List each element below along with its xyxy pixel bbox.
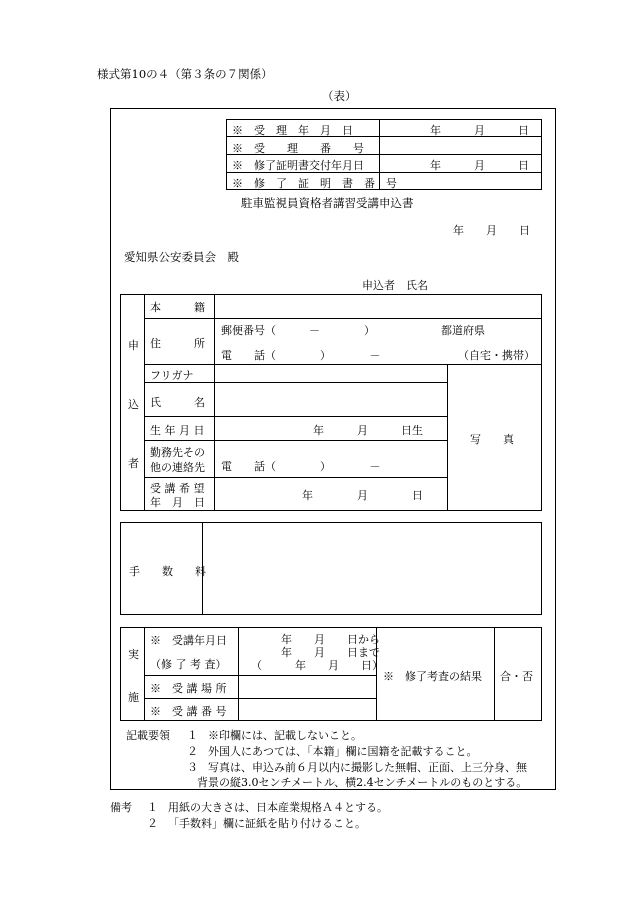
course-number-label: ※ 受 講 番 号 (150, 705, 227, 718)
form-number: 様式第10の４（第３条の７関係） (97, 67, 273, 81)
phone-field: 電 話（ ） － (221, 349, 381, 362)
applicant-group-label-3: 者 (128, 457, 139, 470)
instructions-heading: 記載要領 (126, 729, 170, 742)
application-date: 年 月 日 (453, 224, 530, 237)
exam-result-label: ※ 修了考査の結果 (383, 670, 482, 683)
remark-text-1: 用紙の大きさは、日本産業規格Ａ４とする。 (168, 801, 388, 814)
applicant-group-label-2: 込 (128, 398, 139, 411)
birthdate-label: 生 年 月 日 (150, 424, 205, 437)
office-certificate-date-value: 年 月 日 (430, 159, 529, 172)
addressee: 愛知県公安委員会 殿 (124, 250, 239, 264)
workplace-label-1: 勤務先その (150, 446, 205, 459)
exam-date-label: （修 了 考 査） (150, 658, 227, 671)
course-date-to: 年 月 日まで (281, 646, 380, 659)
implementation-group-label-1: 実 (128, 648, 139, 661)
applicant-name-label: 申込者 氏名 (362, 279, 428, 292)
birthdate-value: 年 月 日生 (313, 424, 423, 437)
instruction-num-3: ３ (187, 761, 198, 774)
remark-num-1: １ (147, 801, 158, 814)
remark-text-2: 「手数料」欄に証紙を貼り付けること。 (168, 817, 366, 830)
applicant-group-label-1: 申 (128, 339, 139, 352)
workplace-label-2: 他の連絡先 (150, 461, 205, 474)
instruction-text-3-cont: 背景の縦3.0センチメートル、横2.4センチメートルのものとする。 (197, 776, 528, 789)
postal-code-field: 郵便番号（ － ） (221, 324, 375, 337)
home-mobile-label: （自宅・携帯） (458, 349, 535, 362)
office-certificate-date-label: ※ 修了証明書交付年月日 (232, 159, 364, 172)
workplace-phone-field: 電 話（ ） － (221, 460, 381, 473)
instruction-text-1: ※印欄には、記載しないこと。 (208, 729, 362, 742)
honseki-label: 本 籍 (150, 301, 205, 314)
instruction-num-2: ２ (187, 745, 198, 758)
office-received-date-value: 年 月 日 (430, 124, 529, 137)
instruction-num-1: １ (187, 729, 198, 742)
photo-label: 写 真 (470, 433, 514, 446)
form-side-label: （表） (322, 89, 357, 103)
office-received-number-label: ※ 受 理 番 号 (232, 142, 364, 155)
address-label: 住 所 (150, 337, 205, 350)
office-received-date-label: ※ 受 理 年 月 日 (232, 124, 353, 137)
furigana-label: フリガナ (150, 369, 194, 382)
fee-label: 手 数 料 (129, 565, 206, 578)
instruction-text-2: 外国人にあつては、「本籍」欄に国籍を記載すること。 (208, 745, 478, 758)
remarks-heading: 備考 (110, 801, 132, 814)
instruction-text-3: 写真は、申込み前６月以内に撮影した無帽、正面、上三分身、無 (208, 761, 527, 774)
pass-fail-label: 合・否 (500, 670, 533, 683)
course-place-label: ※ 受 講 場 所 (150, 682, 227, 695)
implementation-group-label-2: 施 (128, 691, 139, 704)
desired-date-value: 年 月 日 (302, 489, 423, 502)
desired-date-label-2: 年 月 日 (150, 496, 205, 509)
course-date-from: 年 月 日から (281, 633, 380, 646)
form-title: 駐車監視員資格者講習受講申込書 (241, 196, 414, 210)
remark-num-2: ２ (147, 817, 158, 830)
exam-date-value: （ 年 月 日） (251, 659, 383, 672)
name-label: 氏 名 (150, 396, 205, 409)
prefecture-label: 都道府県 (441, 324, 485, 337)
course-date-label: ※ 受講年月日 (150, 634, 227, 647)
office-certificate-number-label: ※ 修 了 証 明 書 番 号 (232, 177, 397, 190)
desired-date-label-1: 受 講 希 望 (150, 482, 205, 495)
